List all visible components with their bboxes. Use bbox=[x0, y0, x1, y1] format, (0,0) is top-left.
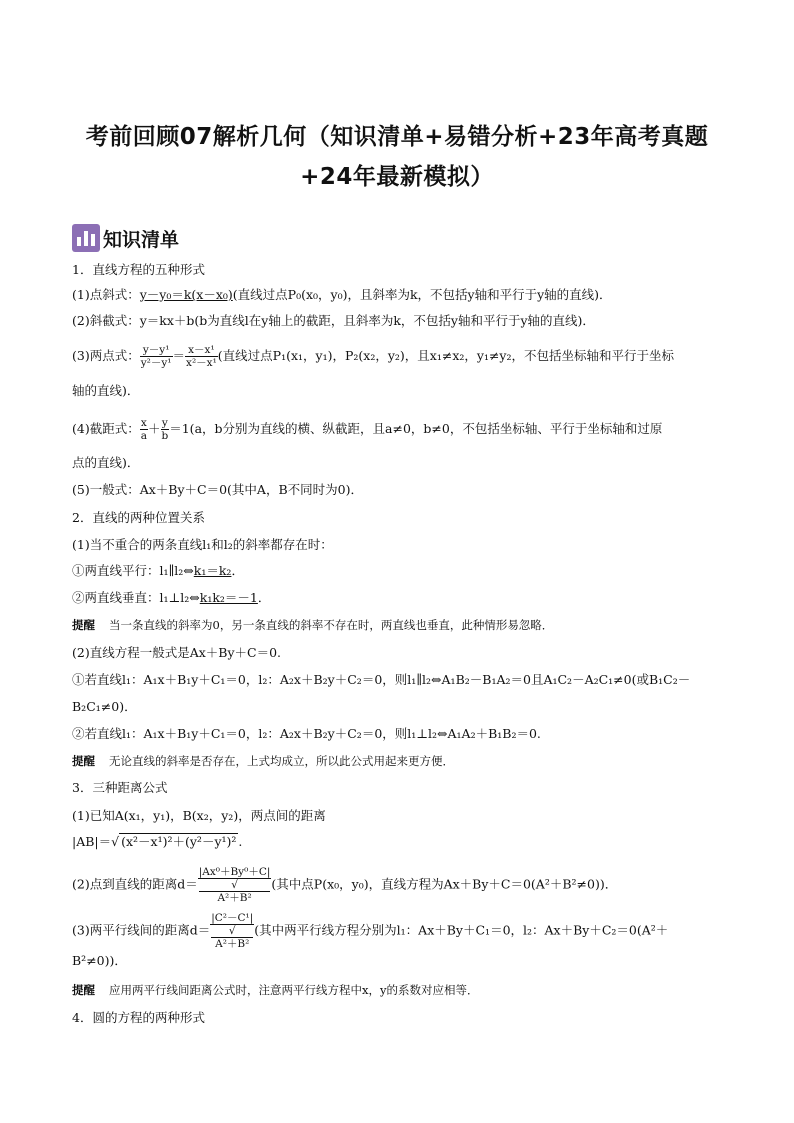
section-header bbox=[72, 222, 179, 252]
intercept-line-cont: 点的直线)． bbox=[72, 455, 140, 470]
heading-2: 2．直线的两种位置关系 bbox=[72, 510, 205, 525]
page-title-line1: 考前回顾07解析几何（知识清单+易错分析+23年高考真题 bbox=[85, 124, 709, 150]
parallel-lines-distance-cont: B²≠0))． bbox=[72, 953, 127, 968]
page-title-line2: +24年最新模拟） bbox=[300, 164, 494, 190]
two-point-line: (3)两点式： $\frac{\text{y－y¹}}{\text{y²－y¹}}$ ＝ $\frac{\text{x－x¹}}{\text{x²－x¹}}$ (直线过点P₁(x₁，y₁)，P₂(x₂，y₂)，且x₁≠x₂，y₁≠y₂，不包括坐标轴和平行于坐标 bbox=[72, 344, 675, 369]
note-2: 提醒 无论直线的斜率是否存在，上式均成立，所以此公式用起来更方便． bbox=[72, 754, 454, 768]
parallel-condition-line: ①若直线l₁：A₁x＋B₁y＋C₁＝0，l₂：A₂x＋B₂y＋C₂＝0，则l₁∥l₂⇔A₁B₂－B₁A₂＝0且A₁C₂－A₂C₁≠0(或B₁C₂－ bbox=[72, 672, 691, 687]
slope-condition-line: (1)当不重合的两条直线l₁和l₂的斜率都存在时： bbox=[72, 537, 333, 552]
parallel-condition-cont: B₂C₁≠0)． bbox=[72, 699, 137, 714]
two-point-line-cont: 轴的直线)． bbox=[72, 383, 140, 398]
general-form-line: (5)一般式：Ax＋By＋C＝0(其中A，B不同时为0)． bbox=[72, 482, 363, 497]
parallel-line: ①两直线平行：l₁∥l₂⇔k₁＝k₂． bbox=[72, 563, 244, 578]
general-form-line-2: (2)直线方程一般式是Ax＋By＋C＝0. bbox=[72, 645, 282, 660]
heading-4: 4．圆的方程的两种形式 bbox=[72, 1010, 205, 1025]
distance-formula-line: |AB|＝√ (x²－x¹)²＋(y²－y¹)² . bbox=[72, 834, 243, 849]
bar-chart-icon bbox=[72, 224, 100, 252]
perpendicular-condition-line: ②若直线l₁：A₁x＋B₁y＋C₁＝0，l₂：A₂x＋B₂y＋C₂＝0，则l₁⊥l₂⇔A₁A₂＋B₁B₂＝0. bbox=[72, 726, 541, 741]
slope-intercept-line: (2)斜截式：y＝kx＋b(b为直线l在y轴上的截距，且斜率为k，不包括y轴和平行于y轴的直线)． bbox=[72, 313, 595, 328]
heading-3: 3．三种距离公式 bbox=[72, 780, 168, 795]
two-point-distance-line: (1)已知A(x₁，y₁)，B(x₂，y₂)，两点间的距离 bbox=[72, 808, 326, 823]
note-1: 提醒 当一条直线的斜率为0，另一条直线的斜率不存在时，两直线也垂直，此种情形易忽略． bbox=[72, 618, 554, 632]
note-3: 提醒 应用两平行线间距离公式时，注意两平行线方程中x，y的系数对应相等． bbox=[72, 983, 479, 997]
point-slope-line: (1)点斜式：y－y₀＝k(x－x₀)(直线过点P₀(x₀，y₀)，且斜率为k，不包括y轴和平行于y轴的直线)． bbox=[72, 287, 612, 302]
parallel-lines-distance-line: (3)两平行线间的距离d＝ |C²－C¹| √ A²＋B² (其中两平行线方程分别为l₁：Ax＋By＋C₁＝0，l₂：Ax＋By＋C₂＝0(A²＋ bbox=[72, 912, 669, 950]
section-title: 知识清单 bbox=[103, 229, 180, 251]
perpendicular-line: ②两直线垂直：l₁⊥l₂⇔k₁k₂＝－1． bbox=[72, 590, 271, 605]
heading-1: 1．直线方程的五种形式 bbox=[72, 262, 205, 277]
intercept-line: (4)截距式： $\frac{x}{a}$ ＋ $\frac{y}{b}$ ＝1(a，b分别为直线的横、纵截距，且a≠0，b≠0，不包括坐标轴、平行于坐标轴和过原 bbox=[72, 417, 663, 442]
point-line-distance-line: (2)点到直线的距离d＝ |Ax⁰＋By⁰＋C| √ A²＋B² (其中点P(x₀，y₀)，直线方程为Ax＋By＋C＝0(A²＋B²≠0))． bbox=[72, 866, 618, 904]
